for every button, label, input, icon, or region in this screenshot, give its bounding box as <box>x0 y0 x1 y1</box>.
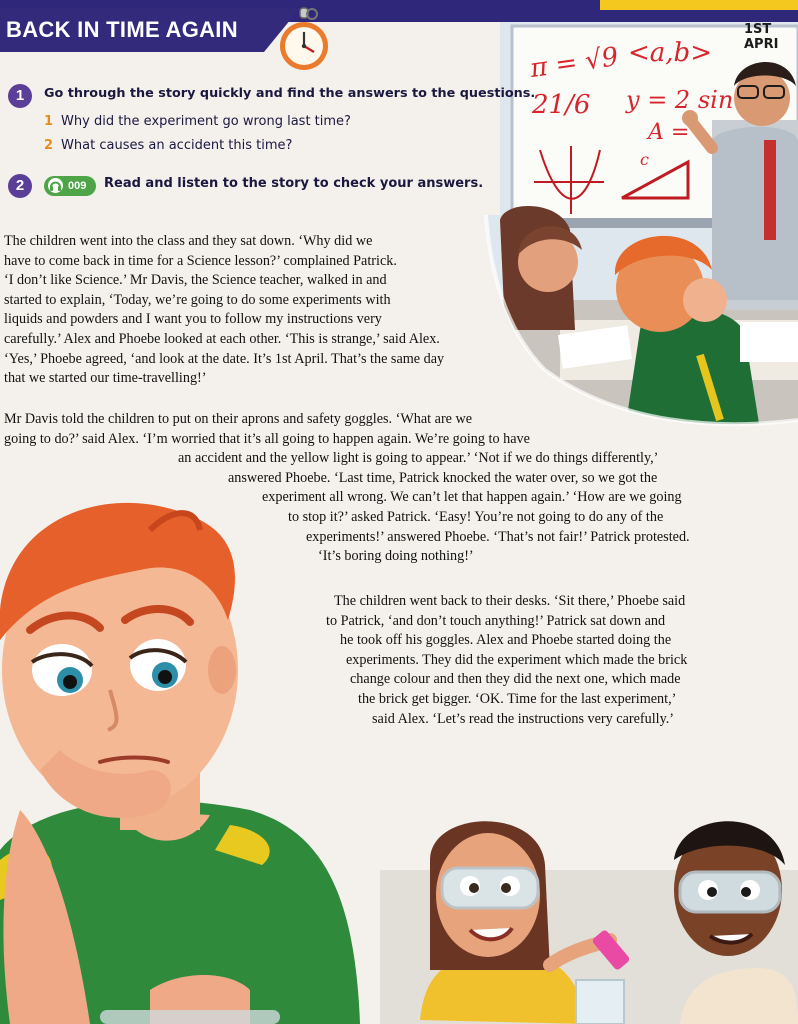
story-line: have to come back in time for a Science lesson?’ complained Patrick. <box>4 252 397 269</box>
question-number: 2 <box>44 138 54 153</box>
story-line: carefully.’ Alex and Phoebe looked at each other. ‘This is strange,’ said Alex. <box>4 330 440 347</box>
audio-track-button[interactable] <box>44 176 96 196</box>
page-title: BACK IN TIME AGAIN <box>6 17 238 42</box>
story-line: experiments!’ answered Phoebe. ‘That’s not fair!’ Patrick protested. <box>306 528 690 545</box>
story-line: the brick get bigger. ‘OK. Time for the last experiment,’ <box>358 690 677 707</box>
activity-1-instruction: Go through the story quickly and find the answers to the questions. <box>44 86 536 101</box>
story-line: The children went back to their desks. ‘Sit there,’ Phoebe said <box>334 593 686 609</box>
question-number: 1 <box>44 114 54 129</box>
story-paragraph-2 <box>0 410 798 567</box>
story-line: going to do?’ said Alex. ‘I’m worried that it’s all going to happen again. We’re going to have <box>4 430 530 447</box>
story-paragraph-3 <box>0 592 798 729</box>
story-line: started to explain, ‘Today, we’re going to do some experiments with <box>4 291 391 308</box>
story-line: said Alex. ‘Let’s read the instructions very carefully.’ <box>372 710 675 727</box>
story-line: to Patrick, ‘and don’t touch anything!’ Patrick sat down and <box>326 612 666 629</box>
story-line: answered Phoebe. ‘Last time, Patrick knocked the water over, so we got the <box>228 469 658 486</box>
headphones-icon <box>48 178 63 193</box>
story-line: that we started our time-travelling!’ <box>4 370 207 387</box>
audio-track-number: 009 <box>68 180 87 192</box>
stopwatch-icon <box>276 6 332 74</box>
phoebe-alex-illustration <box>380 780 798 1024</box>
story-line: The children went into the class and they sat down. ‘Why did we <box>4 233 373 249</box>
board-formula-vec: <a,b> <box>628 38 712 68</box>
story-line: ‘Yes,’ Phoebe agreed, ‘and look at the date. It’s 1st April. That’s the same day <box>4 350 445 367</box>
story-paragraph-1 <box>4 232 444 389</box>
story-line: ‘I don’t like Science.’ Mr Davis, the Science teacher, walked in and <box>4 272 387 289</box>
question-text: Why did the experiment go wrong last time? <box>61 114 351 129</box>
story-line: Mr Davis told the children to put on their aprons and safety goggles. ‘What are we <box>4 411 473 427</box>
board-formula-a: A = <box>648 120 690 145</box>
board-formula-pi: π = √9 <box>528 41 621 85</box>
story-line: experiments. They did the experiment which made the brick <box>346 651 688 668</box>
activity-2-instruction: Read and listen to the story to check your answers. <box>104 176 484 191</box>
story-line: ‘It’s boring doing nothing!’ <box>318 548 474 565</box>
board-formula-frac: 21/6 <box>532 90 591 120</box>
question-text: What causes an accident this time? <box>61 138 293 153</box>
story-line: an accident and the yellow light is going to appear.’ ‘Not if we do things differently,’ <box>178 450 659 467</box>
activity-1-number: 1 <box>8 84 32 108</box>
activity-2-number: 2 <box>8 174 32 198</box>
story-line: to stop it?’ asked Patrick. ‘Easy! You’re not going to do any of the <box>288 508 664 525</box>
story-line: liquids and powders and I want you to follow my instructions very <box>4 311 382 328</box>
story-line: experiment all wrong. We can’t let that happen again.’ ‘How are we going <box>262 489 682 506</box>
board-formula-y: y = 2 sin <box>626 86 734 114</box>
board-date: 1ST APRI <box>744 22 779 52</box>
story-line: he took off his goggles. Alex and Phoebe started doing the <box>340 632 672 649</box>
activity-1-question-2 <box>44 138 292 153</box>
board-formula-c: c <box>640 150 649 169</box>
story-line: change colour and then they did the next one, which made <box>350 671 681 688</box>
activity-1-question-1 <box>44 114 351 129</box>
